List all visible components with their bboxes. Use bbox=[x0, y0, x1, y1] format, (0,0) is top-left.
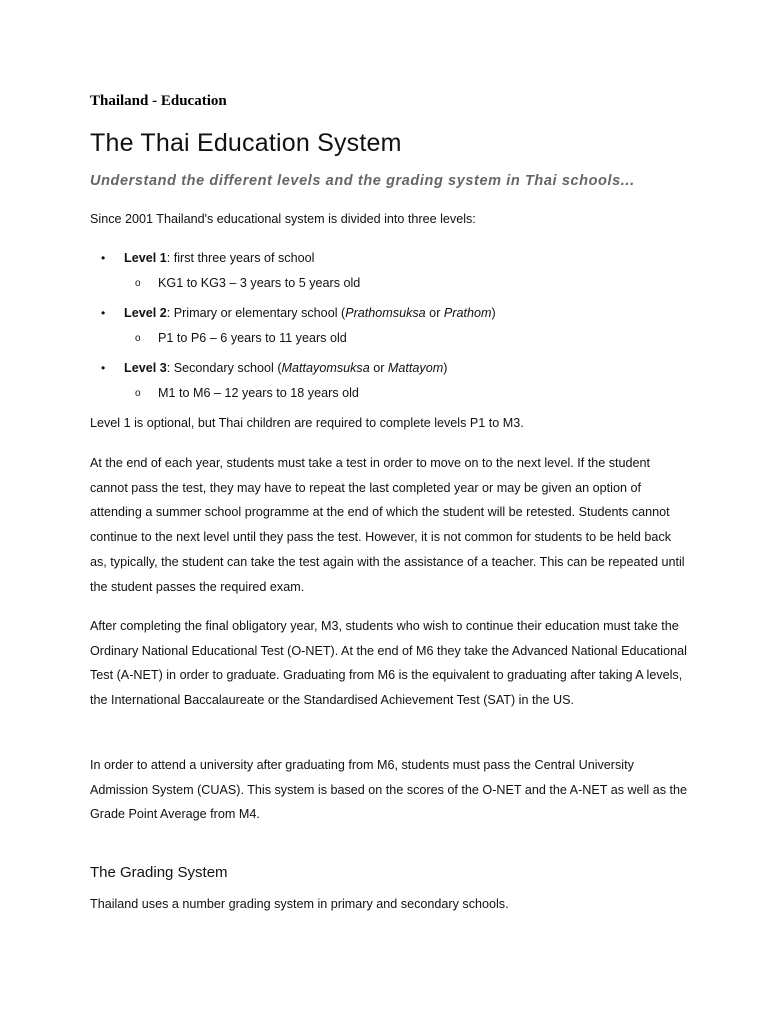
sub-bullet-icon: o bbox=[135, 388, 141, 399]
level-2-desc-pre: : Primary or elementary school ( bbox=[166, 306, 346, 320]
section-kicker: Thailand - Education bbox=[90, 93, 227, 109]
level-2-mid: or bbox=[425, 306, 444, 320]
bullet-icon: • bbox=[101, 251, 106, 265]
page-subtitle: Understand the different levels and the grading system in Thai schools... bbox=[90, 173, 635, 189]
level-3-desc-post: ) bbox=[443, 361, 448, 375]
annual-test-paragraph: At the end of each year, students must take a test in order to move on to the next level. If the student cannot pass the test, they may have to repeat the last completed year or may be given an option of attending a summer school programme at the end of which the student will be retested. Students cannot continue to the next level until they pass the test. However, it is not common for students to be held back as, typically, the student can take the test again with the assistance of a teacher. This can be repeated until the student passes the required exam. bbox=[90, 456, 685, 594]
level-3-mid: or bbox=[369, 361, 388, 375]
level-2-name: Level 2 bbox=[124, 306, 167, 320]
level-2-term-2: Prathom bbox=[443, 306, 492, 320]
level-2-ages: P1 to P6 – 6 years to 11 years old bbox=[158, 331, 347, 345]
level-3-text bbox=[124, 361, 447, 375]
level-2-term-1: Prathomsuksa bbox=[345, 306, 426, 320]
level-3-desc-pre: : Secondary school ( bbox=[166, 361, 282, 375]
level-1-text bbox=[124, 251, 314, 265]
level-3-name: Level 3 bbox=[124, 361, 167, 375]
level-1-desc: : first three years of school bbox=[166, 251, 315, 265]
bullet-icon: • bbox=[101, 306, 106, 320]
page-title: The Thai Education System bbox=[90, 129, 402, 157]
grading-heading: The Grading System bbox=[90, 864, 228, 881]
national-tests-paragraph: After completing the final obligatory year, M3, students who wish to continue their education must take the Ordinary National Educational Test (O-NET). At the end of M6 they take the Advanced National Educational Test (A-NET) in order to graduate. Graduating from M6 is the equivalent to graduating after taking A levels, the International Baccalaureate or the Standardised Achievement Test (SAT) in the US. bbox=[90, 619, 687, 708]
level-2-desc-post: ) bbox=[491, 306, 496, 320]
sub-bullet-icon: o bbox=[135, 278, 141, 289]
intro-paragraph: Since 2001 Thailand's educational system is divided into three levels: bbox=[90, 212, 476, 226]
university-admission-paragraph: In order to attend a university after graduating from M6, students must pass the Central University Admission System (CUAS). This system is based on the scores of the O-NET and the A-NET as well as the Grade Point Average from M4. bbox=[90, 758, 688, 822]
level-1-ages: KG1 to KG3 – 3 years to 5 years old bbox=[158, 276, 361, 290]
bullet-icon: • bbox=[101, 361, 106, 375]
optional-level-paragraph: Level 1 is optional, but Thai children are required to complete levels P1 to M3. bbox=[90, 416, 524, 430]
grading-paragraph: Thailand uses a number grading system in primary and secondary schools. bbox=[90, 897, 509, 911]
level-3-term-1: Mattayomsuksa bbox=[281, 361, 370, 375]
level-3-term-2: Mattayom bbox=[387, 361, 444, 375]
level-1-name: Level 1 bbox=[124, 251, 167, 265]
level-2-text bbox=[124, 306, 496, 320]
sub-bullet-icon: o bbox=[135, 333, 141, 344]
level-3-ages: M1 to M6 – 12 years to 18 years old bbox=[158, 386, 359, 400]
